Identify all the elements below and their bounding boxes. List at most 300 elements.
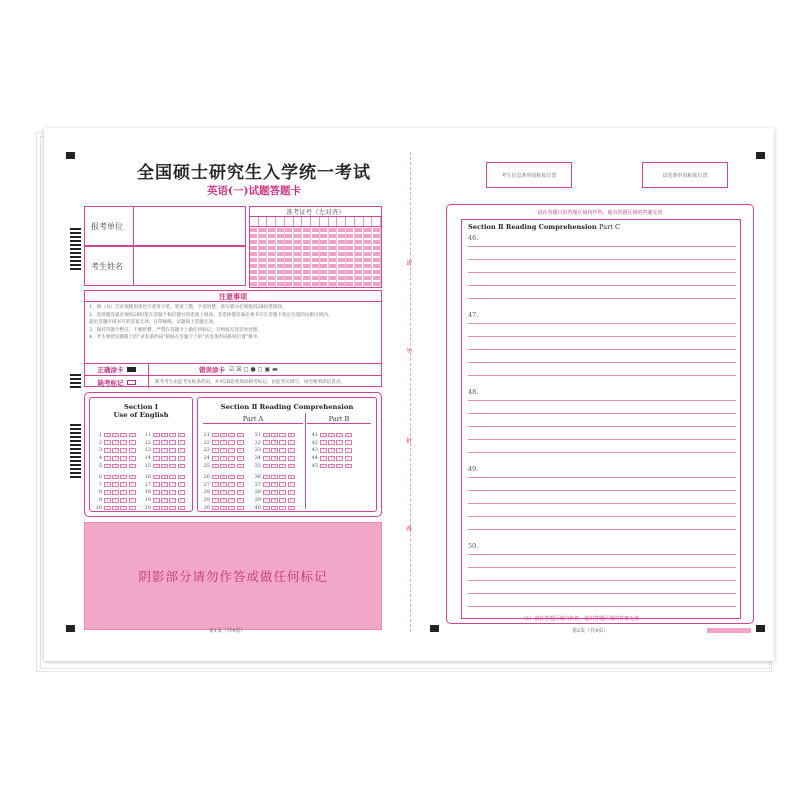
question-25: 25 A B C D bbox=[201, 462, 245, 470]
fold-char: 叠 bbox=[406, 526, 413, 533]
option-bubble-a[interactable]: A bbox=[212, 498, 219, 503]
question-2: 2 A B C D bbox=[93, 439, 137, 447]
area-note-top: 请在各题目的答题区域内作答，超出答题区域的答案无效 bbox=[537, 210, 663, 216]
option-bubble-d[interactable]: D bbox=[345, 440, 352, 445]
option-bubble-d[interactable]: D bbox=[178, 456, 185, 461]
answer-line[interactable] bbox=[468, 490, 736, 491]
option-bubble-d[interactable]: D bbox=[129, 433, 136, 438]
option-bubble-c[interactable]: C bbox=[120, 506, 127, 511]
option-bubble-b[interactable]: B bbox=[161, 498, 168, 503]
option-bubble-c[interactable]: C bbox=[279, 475, 286, 480]
part-c-question-number: 50. bbox=[468, 542, 479, 550]
option-bubble-a[interactable]: A bbox=[153, 464, 160, 469]
option-bubble-a[interactable]: A bbox=[263, 448, 270, 453]
option-bubble-d[interactable]: D bbox=[237, 433, 244, 438]
wrong-fill-label: 错误涂卡 bbox=[199, 366, 225, 374]
option-bubble-b[interactable]: B bbox=[161, 464, 168, 469]
option-bubble-d[interactable]: D bbox=[237, 475, 244, 480]
option-bubble-b[interactable]: B bbox=[328, 433, 335, 438]
notice-line: 1．填（书）写必须使用黑色字迹签字笔，笔迹工整，字迹清楚；涂写部分必须使用2B铅笔填涂。 bbox=[89, 305, 287, 310]
fold-line bbox=[410, 152, 411, 632]
option-bubble-c[interactable]: C bbox=[120, 498, 127, 503]
option-bubble-c[interactable]: C bbox=[120, 440, 127, 445]
option-bubble-d[interactable]: D bbox=[178, 475, 185, 480]
option-bubble-a[interactable]: A bbox=[212, 456, 219, 461]
option-bubble-d[interactable]: D bbox=[345, 433, 352, 438]
notice-body bbox=[85, 302, 381, 344]
option-bubble-c[interactable]: C bbox=[279, 464, 286, 469]
name-field[interactable] bbox=[84, 246, 246, 286]
option-bubble-c[interactable]: C bbox=[169, 475, 176, 480]
option-bubble-a[interactable]: A bbox=[263, 440, 270, 445]
option-bubble-a[interactable]: A bbox=[104, 490, 111, 495]
option-bubble-a[interactable]: A bbox=[153, 475, 160, 480]
option-bubble-c[interactable]: C bbox=[120, 482, 127, 487]
option-bubble-d[interactable]: D bbox=[129, 464, 136, 469]
option-bubble-b[interactable]: B bbox=[328, 448, 335, 453]
option-bubble-b[interactable]: B bbox=[271, 482, 278, 487]
option-bubble-c[interactable]: C bbox=[279, 506, 286, 511]
option-bubble-a[interactable]: A bbox=[153, 498, 160, 503]
option-bubble-d[interactable]: D bbox=[178, 506, 185, 511]
question-13: 13 A B C D bbox=[142, 447, 186, 455]
answer-line[interactable] bbox=[468, 516, 736, 517]
option-bubble-a[interactable]: A bbox=[263, 456, 270, 461]
option-bubble-b[interactable]: B bbox=[271, 440, 278, 445]
absent-note: 缺考考生由监考员贴条形码，并用2B铅笔填涂缺考标记，由监考员填写，请勿要填涂信息点。 bbox=[155, 380, 346, 385]
option-bubble-a[interactable]: A bbox=[153, 456, 160, 461]
option-bubble-a[interactable]: A bbox=[212, 482, 219, 487]
answer-line[interactable] bbox=[468, 567, 736, 568]
answer-line[interactable] bbox=[468, 580, 736, 581]
option-bubble-d[interactable]: D bbox=[288, 482, 295, 487]
question-45: 45 A B C D bbox=[309, 462, 353, 470]
option-bubble-b[interactable]: B bbox=[271, 448, 278, 453]
question-16: 16 A B C D bbox=[142, 473, 186, 481]
option-bubble-c[interactable]: C bbox=[336, 456, 343, 461]
option-bubble-c[interactable]: C bbox=[120, 490, 127, 495]
registration-mark bbox=[756, 152, 765, 159]
option-bubble-a[interactable]: A bbox=[104, 475, 111, 480]
page-number-left: 第1页（共4页） bbox=[209, 628, 246, 634]
option-bubble-a[interactable]: A bbox=[320, 440, 327, 445]
option-bubble-b[interactable]: B bbox=[161, 433, 168, 438]
answer-line[interactable] bbox=[468, 593, 736, 594]
exam-id-write-boxes[interactable] bbox=[250, 217, 381, 227]
option-bubble-c[interactable]: C bbox=[169, 433, 176, 438]
option-bubble-d[interactable]: D bbox=[288, 440, 295, 445]
option-bubble-d[interactable]: D bbox=[288, 456, 295, 461]
section-2-title: Section Ⅱ Reading Comprehension bbox=[220, 403, 354, 411]
option-bubble-a[interactable]: A bbox=[104, 440, 111, 445]
answer-line[interactable] bbox=[468, 362, 736, 363]
option-bubble-d[interactable]: D bbox=[178, 498, 185, 503]
question-column bbox=[201, 431, 245, 512]
option-bubble-b[interactable]: B bbox=[328, 440, 335, 445]
answer-line[interactable] bbox=[468, 439, 736, 440]
candidate-barcode-box[interactable]: 考生信息条形码粘贴位置 bbox=[486, 162, 572, 188]
answer-line[interactable] bbox=[468, 349, 736, 350]
page-number-right: 第2页（共4页） bbox=[572, 628, 609, 634]
option-bubble-a[interactable]: A bbox=[212, 448, 219, 453]
answer-line[interactable] bbox=[468, 375, 736, 376]
option-bubble-a[interactable]: A bbox=[263, 464, 270, 469]
part-c-question-number: 47. bbox=[468, 311, 479, 319]
part-a-header: Part A bbox=[203, 415, 303, 424]
shaded-area-text: 阴影部分请勿作答或做任何标记 bbox=[138, 569, 328, 584]
option-bubble-d[interactable]: D bbox=[178, 448, 185, 453]
option-bubble-c[interactable]: C bbox=[228, 456, 235, 461]
option-bubble-b[interactable]: B bbox=[112, 448, 119, 453]
option-bubble-c[interactable]: C bbox=[228, 475, 235, 480]
option-bubble-b[interactable]: B bbox=[271, 464, 278, 469]
option-bubble-a[interactable]: A bbox=[212, 475, 219, 480]
option-bubble-d[interactable]: D bbox=[237, 440, 244, 445]
corner-tag bbox=[707, 628, 751, 633]
option-bubble-d[interactable]: D bbox=[288, 464, 295, 469]
no-mark-shaded-area bbox=[84, 522, 382, 630]
question-column bbox=[309, 431, 353, 470]
option-bubble-d[interactable]: D bbox=[129, 475, 136, 480]
option-bubble-a[interactable]: A bbox=[212, 440, 219, 445]
option-bubble-d[interactable]: D bbox=[237, 506, 244, 511]
option-bubble-b[interactable]: B bbox=[112, 475, 119, 480]
option-bubble-c[interactable]: C bbox=[169, 482, 176, 487]
notice-box bbox=[84, 290, 382, 364]
fill-legend bbox=[84, 363, 382, 387]
option-bubble-a[interactable]: A bbox=[104, 498, 111, 503]
answer-line[interactable] bbox=[468, 554, 736, 555]
option-bubble-a[interactable]: A bbox=[153, 448, 160, 453]
exam-id-bubbles[interactable] bbox=[250, 227, 381, 287]
question-35: 35 A B C D bbox=[252, 462, 296, 470]
option-bubble-c[interactable]: C bbox=[228, 482, 235, 487]
option-bubble-b[interactable]: B bbox=[328, 456, 335, 461]
option-bubble-a[interactable]: A bbox=[153, 440, 160, 445]
question-31: 31 A B C D bbox=[252, 431, 296, 439]
answer-line[interactable] bbox=[468, 259, 736, 260]
option-bubble-a[interactable]: A bbox=[104, 448, 111, 453]
question-7: 7 A B C D bbox=[93, 481, 137, 489]
option-bubble-d[interactable]: D bbox=[178, 482, 185, 487]
absent-mark-label: 缺考标记 bbox=[97, 378, 124, 387]
option-bubble-a[interactable]: A bbox=[104, 456, 111, 461]
notice-line: 3．保持答题卡整洁，不要折叠，严禁在答题卡上做任何标记，否则按无效答卷处理。 bbox=[89, 327, 262, 333]
option-bubble-b[interactable]: B bbox=[220, 475, 227, 480]
absent-mark-box[interactable] bbox=[127, 380, 136, 385]
option-bubble-b[interactable]: B bbox=[112, 490, 119, 495]
answer-line[interactable] bbox=[468, 298, 736, 299]
exam-id-header: 准考证号（左对齐） bbox=[250, 207, 381, 217]
option-bubble-c[interactable]: C bbox=[279, 448, 286, 453]
question-20: 20 A B C D bbox=[142, 504, 186, 512]
fold-char: 请 bbox=[406, 260, 413, 267]
option-bubble-a[interactable]: A bbox=[320, 433, 327, 438]
part-c-question-number: 48. bbox=[468, 388, 479, 396]
option-bubble-d[interactable]: D bbox=[178, 433, 185, 438]
option-bubble-b[interactable]: B bbox=[161, 490, 168, 495]
option-bubble-a[interactable]: A bbox=[153, 490, 160, 495]
question-30: 30 A B C D bbox=[201, 504, 245, 512]
option-bubble-d[interactable]: D bbox=[129, 448, 136, 453]
option-bubble-d[interactable]: D bbox=[237, 482, 244, 487]
option-bubble-a[interactable]: A bbox=[320, 464, 327, 469]
option-bubble-c[interactable]: C bbox=[336, 464, 343, 469]
question-19: 19 A B C D bbox=[142, 496, 186, 504]
question-44: 44 A B C D bbox=[309, 454, 353, 462]
option-bubble-c[interactable]: C bbox=[169, 490, 176, 495]
question-38: 38 A B C D bbox=[252, 489, 296, 497]
option-bubble-c[interactable]: C bbox=[336, 433, 343, 438]
option-bubble-d[interactable]: D bbox=[288, 433, 295, 438]
option-bubble-b[interactable]: B bbox=[271, 498, 278, 503]
option-bubble-c[interactable]: C bbox=[279, 498, 286, 503]
option-bubble-a[interactable]: A bbox=[104, 433, 111, 438]
option-bubble-c[interactable]: C bbox=[169, 448, 176, 453]
option-bubble-d[interactable]: D bbox=[288, 490, 295, 495]
option-bubble-a[interactable]: A bbox=[153, 433, 160, 438]
question-41: 41 A B C D bbox=[309, 431, 353, 439]
question-26: 26 A B C D bbox=[201, 473, 245, 481]
option-bubble-d[interactable]: D bbox=[178, 490, 185, 495]
option-bubble-d[interactable]: D bbox=[345, 464, 352, 469]
option-bubble-c[interactable]: C bbox=[120, 433, 127, 438]
option-bubble-d[interactable]: D bbox=[288, 448, 295, 453]
option-bubble-b[interactable]: B bbox=[271, 490, 278, 495]
answer-line[interactable] bbox=[468, 529, 736, 530]
option-bubble-d[interactable]: D bbox=[288, 498, 295, 503]
option-bubble-d[interactable]: D bbox=[288, 506, 295, 511]
option-bubble-c[interactable]: C bbox=[120, 464, 127, 469]
option-bubble-b[interactable]: B bbox=[220, 448, 227, 453]
option-bubble-d[interactable]: D bbox=[129, 456, 136, 461]
option-bubble-c[interactable]: C bbox=[228, 448, 235, 453]
question-27: 27 A B C D bbox=[201, 481, 245, 489]
option-bubble-c[interactable]: C bbox=[279, 482, 286, 487]
option-bubble-a[interactable]: A bbox=[263, 498, 270, 503]
option-bubble-c[interactable]: C bbox=[336, 448, 343, 453]
option-bubble-c[interactable]: C bbox=[279, 440, 286, 445]
option-bubble-b[interactable]: B bbox=[271, 456, 278, 461]
question-15: 15 A B C D bbox=[142, 462, 186, 470]
option-bubble-c[interactable]: C bbox=[228, 490, 235, 495]
option-bubble-c[interactable]: C bbox=[279, 490, 286, 495]
option-bubble-b[interactable]: B bbox=[220, 498, 227, 503]
option-bubble-c[interactable]: C bbox=[169, 440, 176, 445]
option-bubble-c[interactable]: C bbox=[169, 506, 176, 511]
option-bubble-c[interactable]: C bbox=[336, 440, 343, 445]
option-bubble-b[interactable]: B bbox=[161, 475, 168, 480]
answer-line[interactable] bbox=[468, 477, 736, 478]
answer-line[interactable] bbox=[468, 285, 736, 286]
option-bubble-b[interactable]: B bbox=[112, 464, 119, 469]
option-bubble-a[interactable]: A bbox=[263, 433, 270, 438]
correct-fill-sample bbox=[127, 367, 136, 372]
part-c-question-number: 46. bbox=[468, 234, 479, 242]
section-1-subtitle: Use of English bbox=[113, 411, 169, 419]
option-bubble-a[interactable]: A bbox=[263, 506, 270, 511]
option-bubble-b[interactable]: B bbox=[112, 456, 119, 461]
option-bubble-b[interactable]: B bbox=[220, 440, 227, 445]
notice-line: 超出答题区域书写的答案无效；在草稿纸、试题册上答题无效。 bbox=[89, 320, 218, 326]
question-18: 18 A B C D bbox=[142, 489, 186, 497]
option-bubble-b[interactable]: B bbox=[161, 456, 168, 461]
option-bubble-b[interactable]: B bbox=[271, 506, 278, 511]
option-bubble-b[interactable]: B bbox=[112, 498, 119, 503]
option-bubble-c[interactable]: C bbox=[169, 498, 176, 503]
option-bubble-c[interactable]: C bbox=[228, 506, 235, 511]
answer-line[interactable] bbox=[468, 503, 736, 504]
question-40: 40 A B C D bbox=[252, 504, 296, 512]
option-bubble-a[interactable]: A bbox=[104, 464, 111, 469]
registration-mark bbox=[430, 625, 439, 632]
registration-mark bbox=[66, 625, 75, 632]
option-bubble-a[interactable]: A bbox=[263, 490, 270, 495]
answer-line[interactable] bbox=[468, 413, 736, 414]
option-bubble-d[interactable]: D bbox=[129, 490, 136, 495]
option-bubble-d[interactable]: D bbox=[129, 498, 136, 503]
fold-char: 勿 bbox=[406, 348, 413, 355]
option-bubble-a[interactable]: A bbox=[212, 464, 219, 469]
option-bubble-a[interactable]: A bbox=[212, 490, 219, 495]
answer-line[interactable] bbox=[468, 452, 736, 453]
option-bubble-c[interactable]: C bbox=[228, 498, 235, 503]
option-bubble-d[interactable]: D bbox=[129, 506, 136, 511]
option-bubble-c[interactable]: C bbox=[279, 433, 286, 438]
option-bubble-b[interactable]: B bbox=[328, 464, 335, 469]
option-bubble-d[interactable]: D bbox=[237, 448, 244, 453]
option-bubble-b[interactable]: B bbox=[220, 506, 227, 511]
option-bubble-c[interactable]: C bbox=[228, 440, 235, 445]
question-33: 33 A B C D bbox=[252, 447, 296, 455]
option-bubble-c[interactable]: C bbox=[279, 456, 286, 461]
option-bubble-a[interactable]: A bbox=[153, 482, 160, 487]
option-bubble-a[interactable]: A bbox=[212, 433, 219, 438]
option-bubble-d[interactable]: D bbox=[129, 440, 136, 445]
area-note-bottom: （5）请在答题区域内作答，超出答题区域的答案无效 bbox=[521, 616, 640, 622]
objective-answer-area bbox=[84, 392, 382, 517]
option-bubble-a[interactable]: A bbox=[153, 506, 160, 511]
option-bubble-b[interactable]: B bbox=[112, 440, 119, 445]
part-c-subtitle: Part C bbox=[599, 223, 621, 231]
notice-line: 4．考生须把试题册上的“试卷条形码”粘贴在答题卡上的“试卷条形码粘贴位置”框中。 bbox=[89, 335, 263, 341]
option-bubble-a[interactable]: A bbox=[263, 482, 270, 487]
question-34: 34 A B C D bbox=[252, 454, 296, 462]
option-bubble-c[interactable]: C bbox=[169, 456, 176, 461]
question-29: 29 A B C D bbox=[201, 496, 245, 504]
part-c-title: Section Ⅱ Reading Comprehension Part C bbox=[468, 223, 621, 231]
question-36: 36 A B C D bbox=[252, 473, 296, 481]
part-c-question-number: 49. bbox=[468, 465, 479, 473]
option-bubble-d[interactable]: D bbox=[129, 482, 136, 487]
option-bubble-d[interactable]: D bbox=[345, 456, 352, 461]
answer-line[interactable] bbox=[468, 246, 736, 247]
option-bubble-c[interactable]: C bbox=[228, 433, 235, 438]
part-c-answer-area bbox=[446, 204, 754, 624]
question-10: 10 A B C D bbox=[93, 504, 137, 512]
question-39: 39 A B C D bbox=[252, 496, 296, 504]
option-bubble-b[interactable]: B bbox=[161, 440, 168, 445]
option-bubble-d[interactable]: D bbox=[345, 448, 352, 453]
school-field[interactable] bbox=[84, 206, 246, 246]
option-bubble-b[interactable]: B bbox=[220, 464, 227, 469]
answer-line[interactable] bbox=[468, 323, 736, 324]
wrong-fill-samples: ☑ ☒ ◻ ● ◻ ▣ ▬ bbox=[229, 366, 278, 373]
paper-barcode-box[interactable]: 试卷条形码粘贴位置 bbox=[642, 162, 728, 188]
answer-line[interactable] bbox=[468, 272, 736, 273]
option-bubble-b[interactable]: B bbox=[271, 475, 278, 480]
option-bubble-c[interactable]: C bbox=[169, 464, 176, 469]
option-bubble-d[interactable]: D bbox=[237, 464, 244, 469]
answer-line[interactable] bbox=[468, 336, 736, 337]
option-bubble-b[interactable]: B bbox=[271, 433, 278, 438]
question-32: 32 A B C D bbox=[252, 439, 296, 447]
option-bubble-b[interactable]: B bbox=[220, 456, 227, 461]
option-bubble-d[interactable]: D bbox=[237, 456, 244, 461]
option-bubble-d[interactable]: D bbox=[237, 498, 244, 503]
option-bubble-d[interactable]: D bbox=[178, 440, 185, 445]
option-bubble-d[interactable]: D bbox=[237, 490, 244, 495]
answer-sheet bbox=[44, 128, 774, 661]
option-bubble-a[interactable]: A bbox=[104, 482, 111, 487]
registration-mark bbox=[756, 625, 765, 632]
option-bubble-b[interactable]: B bbox=[161, 482, 168, 487]
option-bubble-b[interactable]: B bbox=[161, 506, 168, 511]
option-bubble-a[interactable]: A bbox=[263, 475, 270, 480]
notice-line: 2．选择题答案必须用2B铅笔在答题卡相应题号的选项上填涂。非选择题答案必须书写在答题卡指定位置的边框区域内。 bbox=[89, 312, 333, 318]
option-bubble-c[interactable]: C bbox=[120, 475, 127, 480]
option-bubble-a[interactable]: A bbox=[212, 506, 219, 511]
section-1-title: Section I bbox=[123, 403, 159, 411]
question-14: 14 A B C D bbox=[142, 454, 186, 462]
question-12: 12 A B C D bbox=[142, 439, 186, 447]
part-c-box[interactable] bbox=[461, 219, 741, 619]
question-8: 8 A B C D bbox=[93, 489, 137, 497]
option-bubble-c[interactable]: C bbox=[120, 448, 127, 453]
question-23: 23 A B C D bbox=[201, 447, 245, 455]
option-bubble-b[interactable]: B bbox=[220, 433, 227, 438]
question-1: 1 A B C D bbox=[93, 431, 137, 439]
exam-title: 全国硕士研究生入学统一考试 bbox=[137, 163, 371, 183]
question-11: 11 A B C D bbox=[142, 431, 186, 439]
name-label: 考生姓名 bbox=[91, 262, 123, 271]
answer-line[interactable] bbox=[468, 606, 736, 607]
option-bubble-b[interactable]: B bbox=[220, 490, 227, 495]
timing-marks bbox=[70, 228, 81, 272]
answer-line[interactable] bbox=[468, 426, 736, 427]
answer-line[interactable] bbox=[468, 400, 736, 401]
notice-title: 注意事项 bbox=[85, 291, 381, 302]
option-bubble-b[interactable]: B bbox=[112, 482, 119, 487]
option-bubble-b[interactable]: B bbox=[161, 448, 168, 453]
option-bubble-c[interactable]: C bbox=[228, 464, 235, 469]
option-bubble-b[interactable]: B bbox=[112, 506, 119, 511]
question-43: 43 A B C D bbox=[309, 447, 353, 455]
option-bubble-c[interactable]: C bbox=[120, 456, 127, 461]
exam-id-grid[interactable] bbox=[249, 206, 382, 288]
question-column bbox=[142, 431, 186, 512]
option-bubble-d[interactable]: D bbox=[288, 475, 295, 480]
option-bubble-b[interactable]: B bbox=[112, 433, 119, 438]
option-bubble-a[interactable]: A bbox=[104, 506, 111, 511]
option-bubble-a[interactable]: A bbox=[320, 456, 327, 461]
option-bubble-a[interactable]: A bbox=[320, 448, 327, 453]
option-bubble-d[interactable]: D bbox=[178, 464, 185, 469]
option-bubble-b[interactable]: B bbox=[220, 482, 227, 487]
question-column bbox=[252, 431, 296, 512]
fold-char: 折 bbox=[406, 438, 413, 445]
question-4: 4 A B C D bbox=[93, 454, 137, 462]
